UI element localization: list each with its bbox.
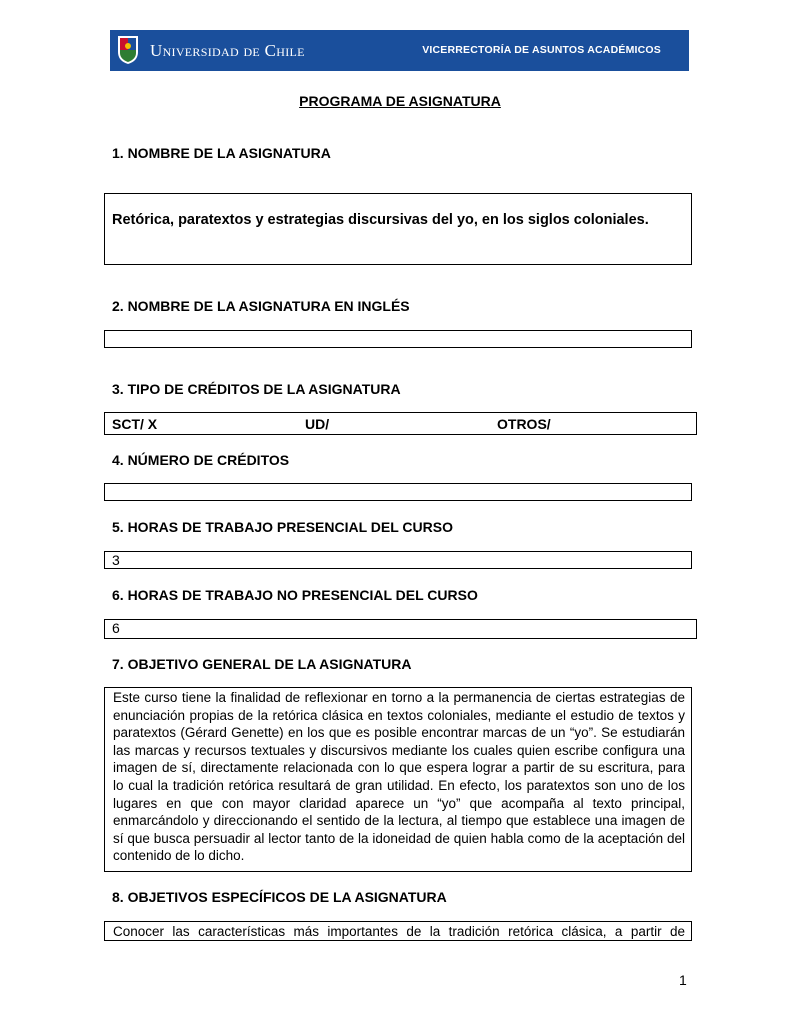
department-name: VICERRECTORÍA DE ASUNTOS ACADÉMICOS (422, 44, 661, 56)
university-crest-icon (116, 34, 140, 65)
credit-number-box (104, 483, 692, 501)
credit-type-sct: SCT/ X (112, 416, 158, 432)
section-6-heading: 6. HORAS DE TRABAJO NO PRESENCIAL DEL CURSO (112, 587, 478, 603)
section-7-heading: 7. OBJETIVO GENERAL DE LA ASIGNATURA (112, 656, 412, 672)
section-2-heading: 2. NOMBRE DE LA ASIGNATURA EN INGLÉS (112, 298, 410, 314)
section-1-heading: 1. NOMBRE DE LA ASIGNATURA (112, 145, 331, 161)
section-4-heading: 4. NÚMERO DE CRÉDITOS (112, 452, 290, 468)
section-3-heading: 3. TIPO DE CRÉDITOS DE LA ASIGNATURA (112, 381, 401, 397)
page-number: 1 (679, 972, 687, 988)
specific-objectives-box: Conocer las características más importantes de la tradición retórica clásica, a partir de (104, 921, 692, 941)
section-5-heading: 5. HORAS DE TRABAJO PRESENCIAL DEL CURSO (112, 519, 453, 535)
credit-type-box (104, 412, 697, 435)
english-name-box (104, 330, 692, 348)
credit-type-otros: OTROS/ (497, 416, 551, 432)
presential-hours-box: 3 (104, 551, 692, 569)
university-name: Universidad de Chile (150, 41, 305, 60)
page-title: PROGRAMA DE ASIGNATURA (299, 93, 501, 109)
header-banner (110, 30, 689, 71)
course-name-box: Retórica, paratextos y estrategias discursivas del yo, en los siglos coloniales. (104, 193, 692, 265)
non-presential-hours-box: 6 (104, 619, 697, 639)
general-objective-box: Este curso tiene la finalidad de reflexionar en torno a la permanencia de ciertas estrategias de enunciación propias de la retórica clásica en textos coloniales, mediante el estudio de textos y paratextos (Gérard Genette) en los que es posible encontrar marcas de un “yo”. Se estudiarán las marcas y recursos textuales y discursivos mediante los cuales quien escribe configura una imagen de sí, directamente relacionada con lo que espera lograr a partir de su escritura, para lo cual la tradición retórica resultará de gran utilidad. En efecto, los paratextos son uno de los lugares en que con mayor claridad aparece un “yo” que acompaña al texto principal, enmarcándolo y direccionando el sentido de la lectura, al tiempo que establece una imagen de sí que busca persuadir al lector tanto de la idoneidad de quien habla como de la aceptación del contenido de lo dicho. (104, 687, 692, 872)
credit-type-ud: UD/ (305, 416, 330, 432)
section-8-heading: 8. OBJETIVOS ESPECÍFICOS DE LA ASIGNATURA (112, 889, 447, 905)
